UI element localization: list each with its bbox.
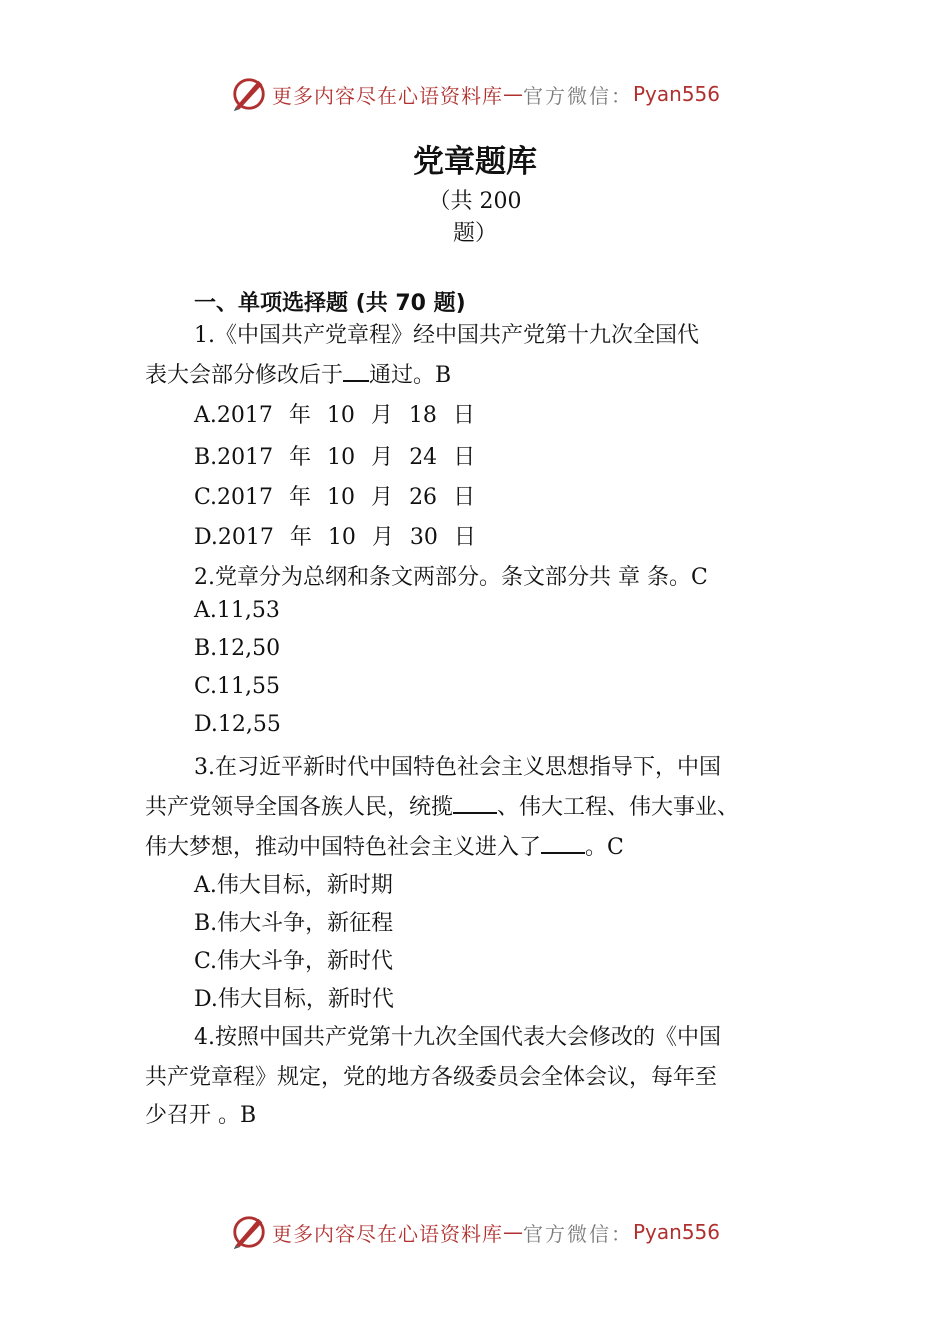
question-3-option-d: D.伟大目标，新时代	[194, 987, 394, 1012]
option-letter: B.2017	[194, 445, 274, 470]
question-4-line3: 少召开 。B	[145, 1103, 257, 1128]
question-3-line1: 3.在习近平新时代中国特色社会主义思想指导下，中国	[194, 755, 721, 780]
answer-blank	[343, 360, 369, 382]
option-month-unit: 月	[371, 525, 394, 550]
option-day: 26	[409, 485, 438, 510]
banner-dash: —	[502, 1220, 523, 1244]
option-day-unit: 日	[452, 403, 475, 428]
option-month-unit: 月	[371, 445, 394, 470]
question-4-line1: 4.按照中国共产党第十九次全国代表大会修改的《中国	[194, 1025, 721, 1050]
option-month-unit: 月	[370, 403, 393, 428]
header-banner	[0, 72, 950, 116]
banner-dash: —	[502, 82, 523, 106]
option-year-unit: 年	[289, 525, 312, 550]
option-letter: A.2017	[194, 403, 273, 428]
question-3-option-c: C.伟大斗争，新时代	[194, 949, 394, 974]
option-day: 30	[409, 525, 438, 550]
question-1-option-c	[194, 480, 475, 511]
question-3-text-b: 、伟大工程、伟大事业、	[497, 795, 740, 820]
question-1-text-b: 通过。B	[369, 363, 452, 388]
option-month: 10	[327, 485, 356, 510]
banner-wechat-id: Pyan556	[632, 82, 720, 106]
question-3-option-a: A.伟大目标，新时期	[194, 873, 393, 898]
option-day: 18	[408, 403, 437, 428]
question-3-text-c: 伟大梦想，推动中国特色社会主义进入了	[145, 835, 542, 860]
banner-main-text: 更多内容尽在心语资料库	[271, 83, 503, 108]
question-1-option-d	[194, 520, 476, 551]
question-3-text-a: 共产党领导全国各族人民，统揽	[145, 795, 454, 820]
question-2-option-a: A.11,53	[194, 598, 280, 623]
question-3-line2	[145, 790, 739, 821]
question-2-line1: 2.党章分为总纲和条文两部分。条文部分共 章 条。C	[194, 565, 708, 590]
question-3-option-b: B.伟大斗争，新征程	[194, 911, 394, 936]
banner-sub-text: 官方微信：	[522, 83, 633, 108]
answer-blank	[453, 792, 497, 814]
banner-wechat-id: Pyan556	[632, 1220, 720, 1244]
question-1-line2	[145, 358, 451, 389]
question-2-option-d: D.12,55	[194, 712, 281, 737]
question-1-option-a	[194, 398, 475, 429]
question-1-text-a: 表大会部分修改后于	[145, 363, 344, 388]
question-count-line1: （共 200	[428, 189, 522, 214]
pen-logo-icon	[230, 75, 268, 113]
option-year-unit: 年	[289, 445, 312, 470]
banner-sub-text: 官方微信：	[522, 1221, 633, 1246]
banner-main-text: 更多内容尽在心语资料库	[271, 1221, 503, 1246]
option-year-unit: 年	[289, 485, 312, 510]
question-2-option-c: C.11,55	[194, 674, 281, 699]
question-4-line2: 共产党章程》规定，党的地方各级委员会全体会议，每年至	[145, 1065, 718, 1090]
question-count-line2: 题）	[452, 221, 497, 246]
option-month-unit: 月	[371, 485, 394, 510]
option-year-unit: 年	[288, 403, 311, 428]
section-heading: 一、单项选择题 (共 70 题)	[194, 291, 466, 316]
question-2-option-b: B.12,50	[194, 636, 281, 661]
option-month: 10	[326, 403, 355, 428]
document-title: 党章题库	[413, 144, 537, 180]
option-month: 10	[327, 445, 356, 470]
option-month: 10	[327, 525, 356, 550]
option-letter: C.2017	[194, 485, 274, 510]
question-1-option-b	[194, 440, 475, 471]
question-3-text-d: 。C	[585, 835, 624, 860]
option-day: 24	[409, 445, 438, 470]
option-day-unit: 日	[453, 485, 476, 510]
question-1-line1: 1.《中国共产党章程》经中国共产党第十九次全国代	[194, 323, 699, 348]
pen-logo-icon	[230, 1213, 268, 1251]
option-day-unit: 日	[453, 445, 476, 470]
answer-blank	[541, 832, 585, 854]
option-letter: D.2017	[194, 525, 274, 550]
question-3-line3	[145, 830, 624, 861]
option-day-unit: 日	[453, 525, 476, 550]
footer-banner	[0, 1210, 950, 1254]
